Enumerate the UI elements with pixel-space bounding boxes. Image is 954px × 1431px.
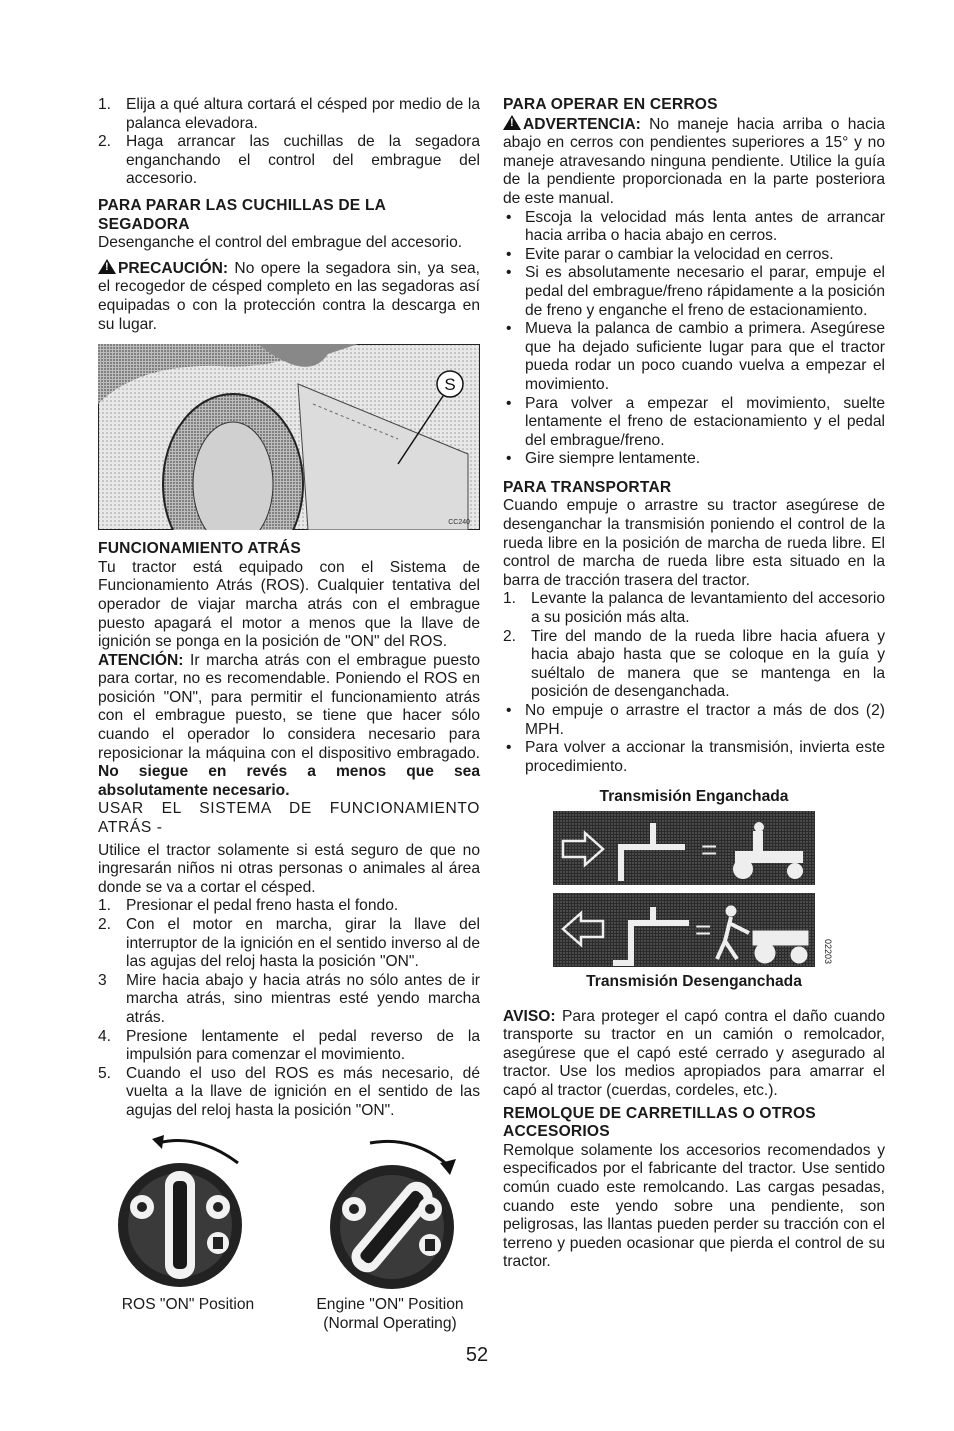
use-ros-body: Utilice el tractor solamente si está seguro de que no ingresarán niños ni otras personas o animales al área donde se va a cortar el césped. <box>98 841 480 896</box>
transmission-figure <box>503 811 885 971</box>
page-number: 52 <box>465 1344 489 1366</box>
transmission-disengaged-caption: Transmisión Desenganchada <box>586 972 802 990</box>
list-item: • Escoja la velocidad más lenta antes de arrancar hacia arriba o hacia abajo en cerros. <box>503 209 885 246</box>
notice-paragraph: AVISO: Para proteger el capó contra el daño cuando transporte su tractor en un camión o remolcador, asegúrese que el capó esté cerrado y asegurado al tractor. Use los medios apropiados para amarrar el capó al tractor (cuerdas, cordeles, etc.). <box>503 1007 885 1099</box>
engine-knob <box>300 1131 480 1334</box>
list-item: 3 Mire hacia abajo y hacia atrás no sólo antes de ir marcha atrás, sino mientras esté yendo marcha atrás. <box>98 971 480 1026</box>
transport-heading: PARA TRANSPORTAR <box>503 478 672 496</box>
list-item: • Para volver a empezar el movimiento, suelte lentamente el freno de estacionamiento y el pedal del embrague/freno. <box>503 395 885 451</box>
list-item: • Mueva la palanca de cambio a primera. Asegúrese que ha dejado suficiente lugar para que el tractor pueda rodar un poco cuando vuelva a empezar el movimiento. <box>503 320 885 394</box>
list-item: • Evite parar o cambiar la velocidad en cerros. <box>503 246 885 265</box>
ros-key-switch-icon <box>98 1131 278 1291</box>
list-item: • Si es absolutamente necesario el parar, empuje el pedal del embrague/freno rápidamente a la posición de freno y enganche el freno de estacionamiento. <box>503 264 885 320</box>
list-item: • Gire siempre lentamente. <box>503 450 885 469</box>
stop-blades-body: Desenganche el control del embrague del accesorio. <box>98 234 463 252</box>
reverse-body: Tu tractor está equipado con el Sistema de Funcionamiento Atrás (ROS). Cualquier tentativa del operador de viajar marcha atrás con el embrague puesto apagará el motor a menos que la llave de ignición se ponga en la posición de "ON" del ROS. <box>98 558 480 651</box>
list-item: 2. Tire del mando de la rueda libre hacia afuera y hacia abajo hasta que se coloque en la guía y suéltalo de manera que se mantenga en la posición de desenganchada. <box>503 627 885 701</box>
list-item: 2. Con el motor en marcha, girar la llave del interruptor de la ignición en el sentido inverso al de las agujas del reloj hasta la posición "ON". <box>98 916 480 971</box>
bullet-icon: • <box>506 702 512 719</box>
bullet-icon: • <box>506 245 512 263</box>
caution-paragraph: !PRECAUCIÓN: No opere la segadora sin, ya sea, el recogedor de césped completo en las segadoras así equipadas o con la protección contra la descarga en su lugar. <box>98 259 480 334</box>
equals-sign-icon: = <box>695 913 712 945</box>
figure-code: 02203 <box>823 938 833 964</box>
use-ros-heading: USAR EL SISTEMA DE FUNCIONAMIENTO ATRÁS - <box>98 800 480 837</box>
warning-triangle-icon <box>503 115 521 130</box>
figure-code: CC240 <box>448 519 470 527</box>
bullet-icon: • <box>506 739 512 757</box>
list-item: 5. Cuando el uso del ROS es más necesario, dé vuelta a la llave de ignición en el sentido de las agujas del reloj hasta la posición "ON". <box>98 1064 480 1119</box>
list-item: 1. Presionar el pedal freno hasta el fondo. <box>98 897 399 915</box>
stop-blades-heading: PARA PARAR LAS CUCHILLAS DE LA SEGADORA <box>98 196 386 233</box>
attention-paragraph: ATENCIÓN: Ir marcha atrás con el embrague puesto para cortar, no es recomendable. Poniendo el ROS en posición "ON", para permitir el funcionamiento atrás con el embrague puesto, se tiene que hacer sólo cuando el operador lo considera necesario para reposicionar la máquina con el dispositivo embragado. No siegue en revés a menos que sea absolutamente necesario. <box>98 651 480 799</box>
bullet-icon: • <box>506 208 512 226</box>
bullet-icon: • <box>506 320 512 338</box>
bullet-icon: • <box>506 264 512 282</box>
slopes-warning: !ADVERTENCIA: No maneje hacia arriba o hacia abajo en cerros con pendientes superiores a 15° y no maneje atravesando ninguna pendiente. Utilice la guía de la pendiente proporcionada en la parte posteriora de este manual. <box>503 115 885 209</box>
transmission-engaged-caption: Transmisión Enganchada <box>599 788 789 806</box>
list-item: 2. Haga arrancar las cuchillas de la segadora enganchando el control del embrague del accesorio. <box>98 133 480 188</box>
reverse-heading: FUNCIONAMIENTO ATRÁS <box>98 540 301 558</box>
list-item: • Para volver a accionar la transmisión, invierta este procedimiento. <box>503 739 885 776</box>
towing-heading: REMOLQUE DE CARRETILLAS O OTROS ACCESORIOS <box>503 1104 816 1141</box>
list-item: • No empuje o arrastre el tractor a más de dos (2) MPH. <box>503 702 885 739</box>
warning-triangle-icon <box>98 259 116 274</box>
engine-key-switch-icon <box>300 1131 480 1291</box>
bullet-icon: • <box>506 394 512 412</box>
slopes-heading: PARA OPERAR EN CERROS <box>503 96 718 113</box>
list-item: 4. Presione lentamente el pedal reverso de la impulsión para comenzar el movimiento. <box>98 1027 480 1064</box>
mower-wheel-figure <box>98 344 480 530</box>
ros-caption: ROS "ON" Position <box>121 1296 255 1314</box>
ignition-knobs-figure <box>98 1131 480 1334</box>
right-column <box>503 96 885 1272</box>
callout-label: S <box>444 375 456 395</box>
engine-caption: Engine "ON" Position (Normal Operating) <box>316 1296 464 1332</box>
left-column <box>98 96 480 1333</box>
towing-body: Remolque solamente los accesorios recomendados y especificados por el fabricante del tractor. Use sentido común cuado este remolcando. Las cargas pesadas, cuando este yendo sobre una pendiente, son peligrosas, las llantas pueden perder su tracción con el terreno y pueden ocasionar que pierda el control de su tractor. <box>503 1141 885 1271</box>
list-item: 1. Levante la palanca de levantamiento del accesorio a su posición más alta. <box>503 590 885 627</box>
transport-body: Cuando empuje o arrastre su tractor asegúrese de desenganchar la transmisión poniendo el control de la rueda libre en la posición de marcha de rueda libre. El control de marcha de rueda libre esta situado en la barra de tracción trasera del tractor. <box>503 497 885 589</box>
equals-sign-icon: = <box>701 833 718 865</box>
list-item: 1. Elija a qué altura cortará el césped por medio de la palanca elevadora. <box>98 96 480 132</box>
ros-knob <box>98 1131 278 1334</box>
bullet-icon: • <box>506 450 512 468</box>
